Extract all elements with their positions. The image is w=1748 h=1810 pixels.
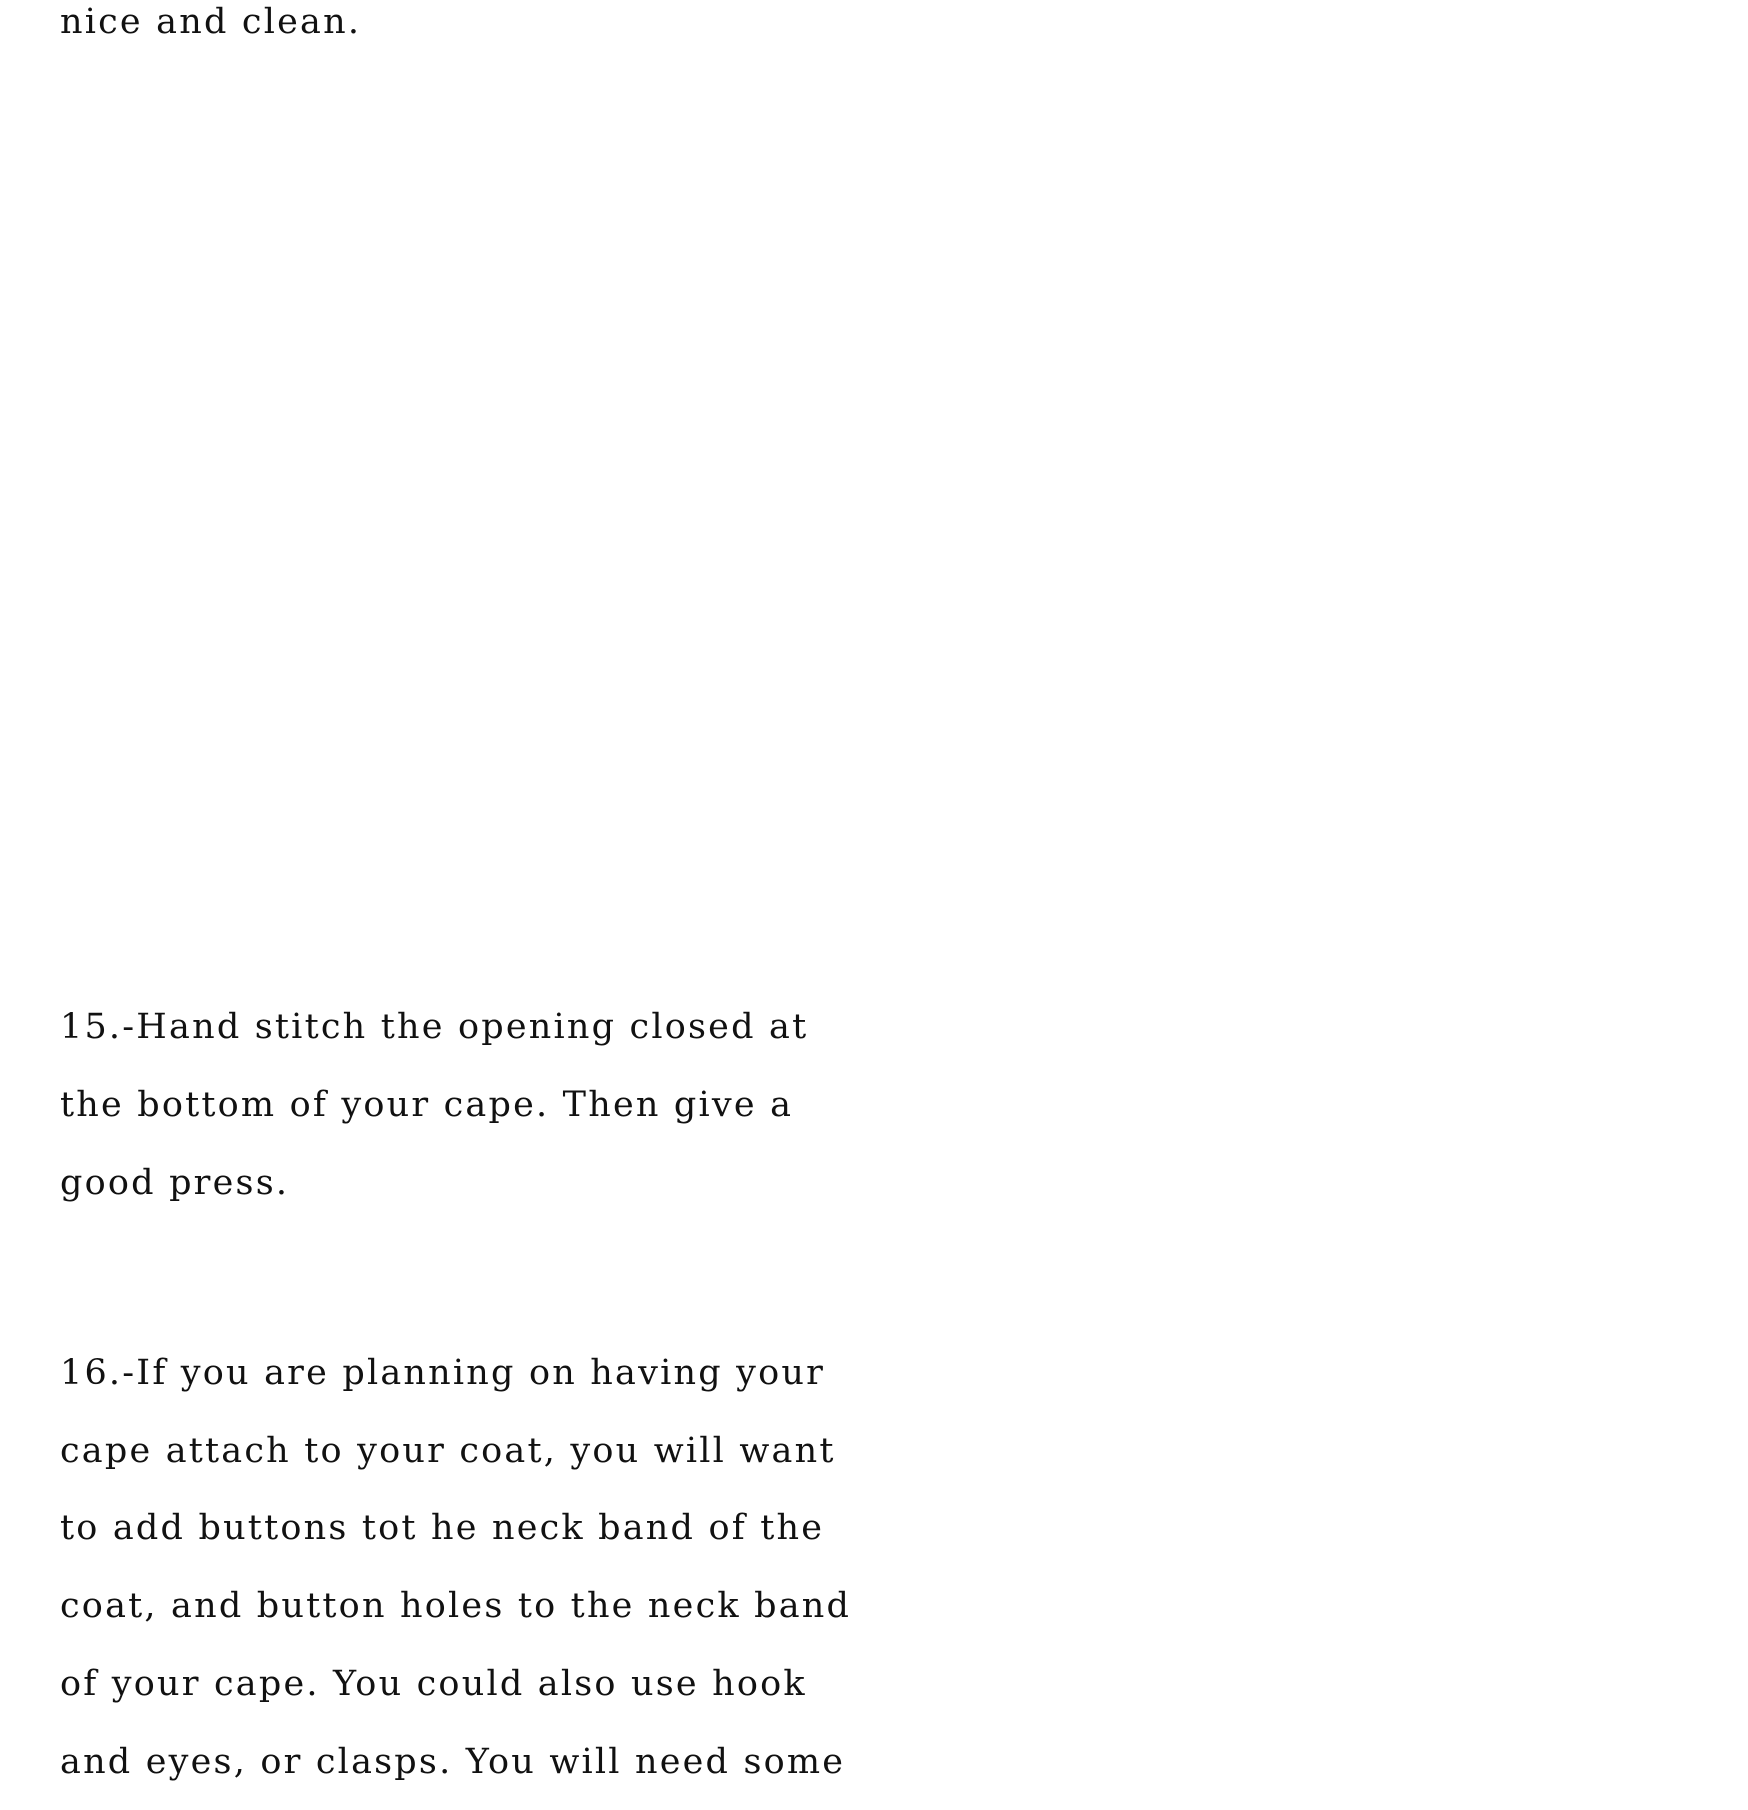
text-line: and eyes, or clasps. You will need some xyxy=(60,1742,846,1782)
text-line: of your cape. You could also use hook xyxy=(60,1664,807,1704)
text-line: coat, and button holes to the neck band xyxy=(60,1586,852,1626)
text-line: the bottom of your cape. Then give a xyxy=(60,1085,794,1125)
text-line: cape attach to your coat, you will want xyxy=(60,1431,836,1471)
text-line: to add buttons tot he neck band of the xyxy=(60,1508,825,1548)
text-line: good press. xyxy=(60,1163,290,1203)
text-line: 15.-Hand stitch the opening closed at xyxy=(60,1007,809,1047)
text-line: 16.-If you are planning on having your xyxy=(60,1353,826,1393)
paragraph-intro-tail: nice and clean. xyxy=(60,2,362,42)
